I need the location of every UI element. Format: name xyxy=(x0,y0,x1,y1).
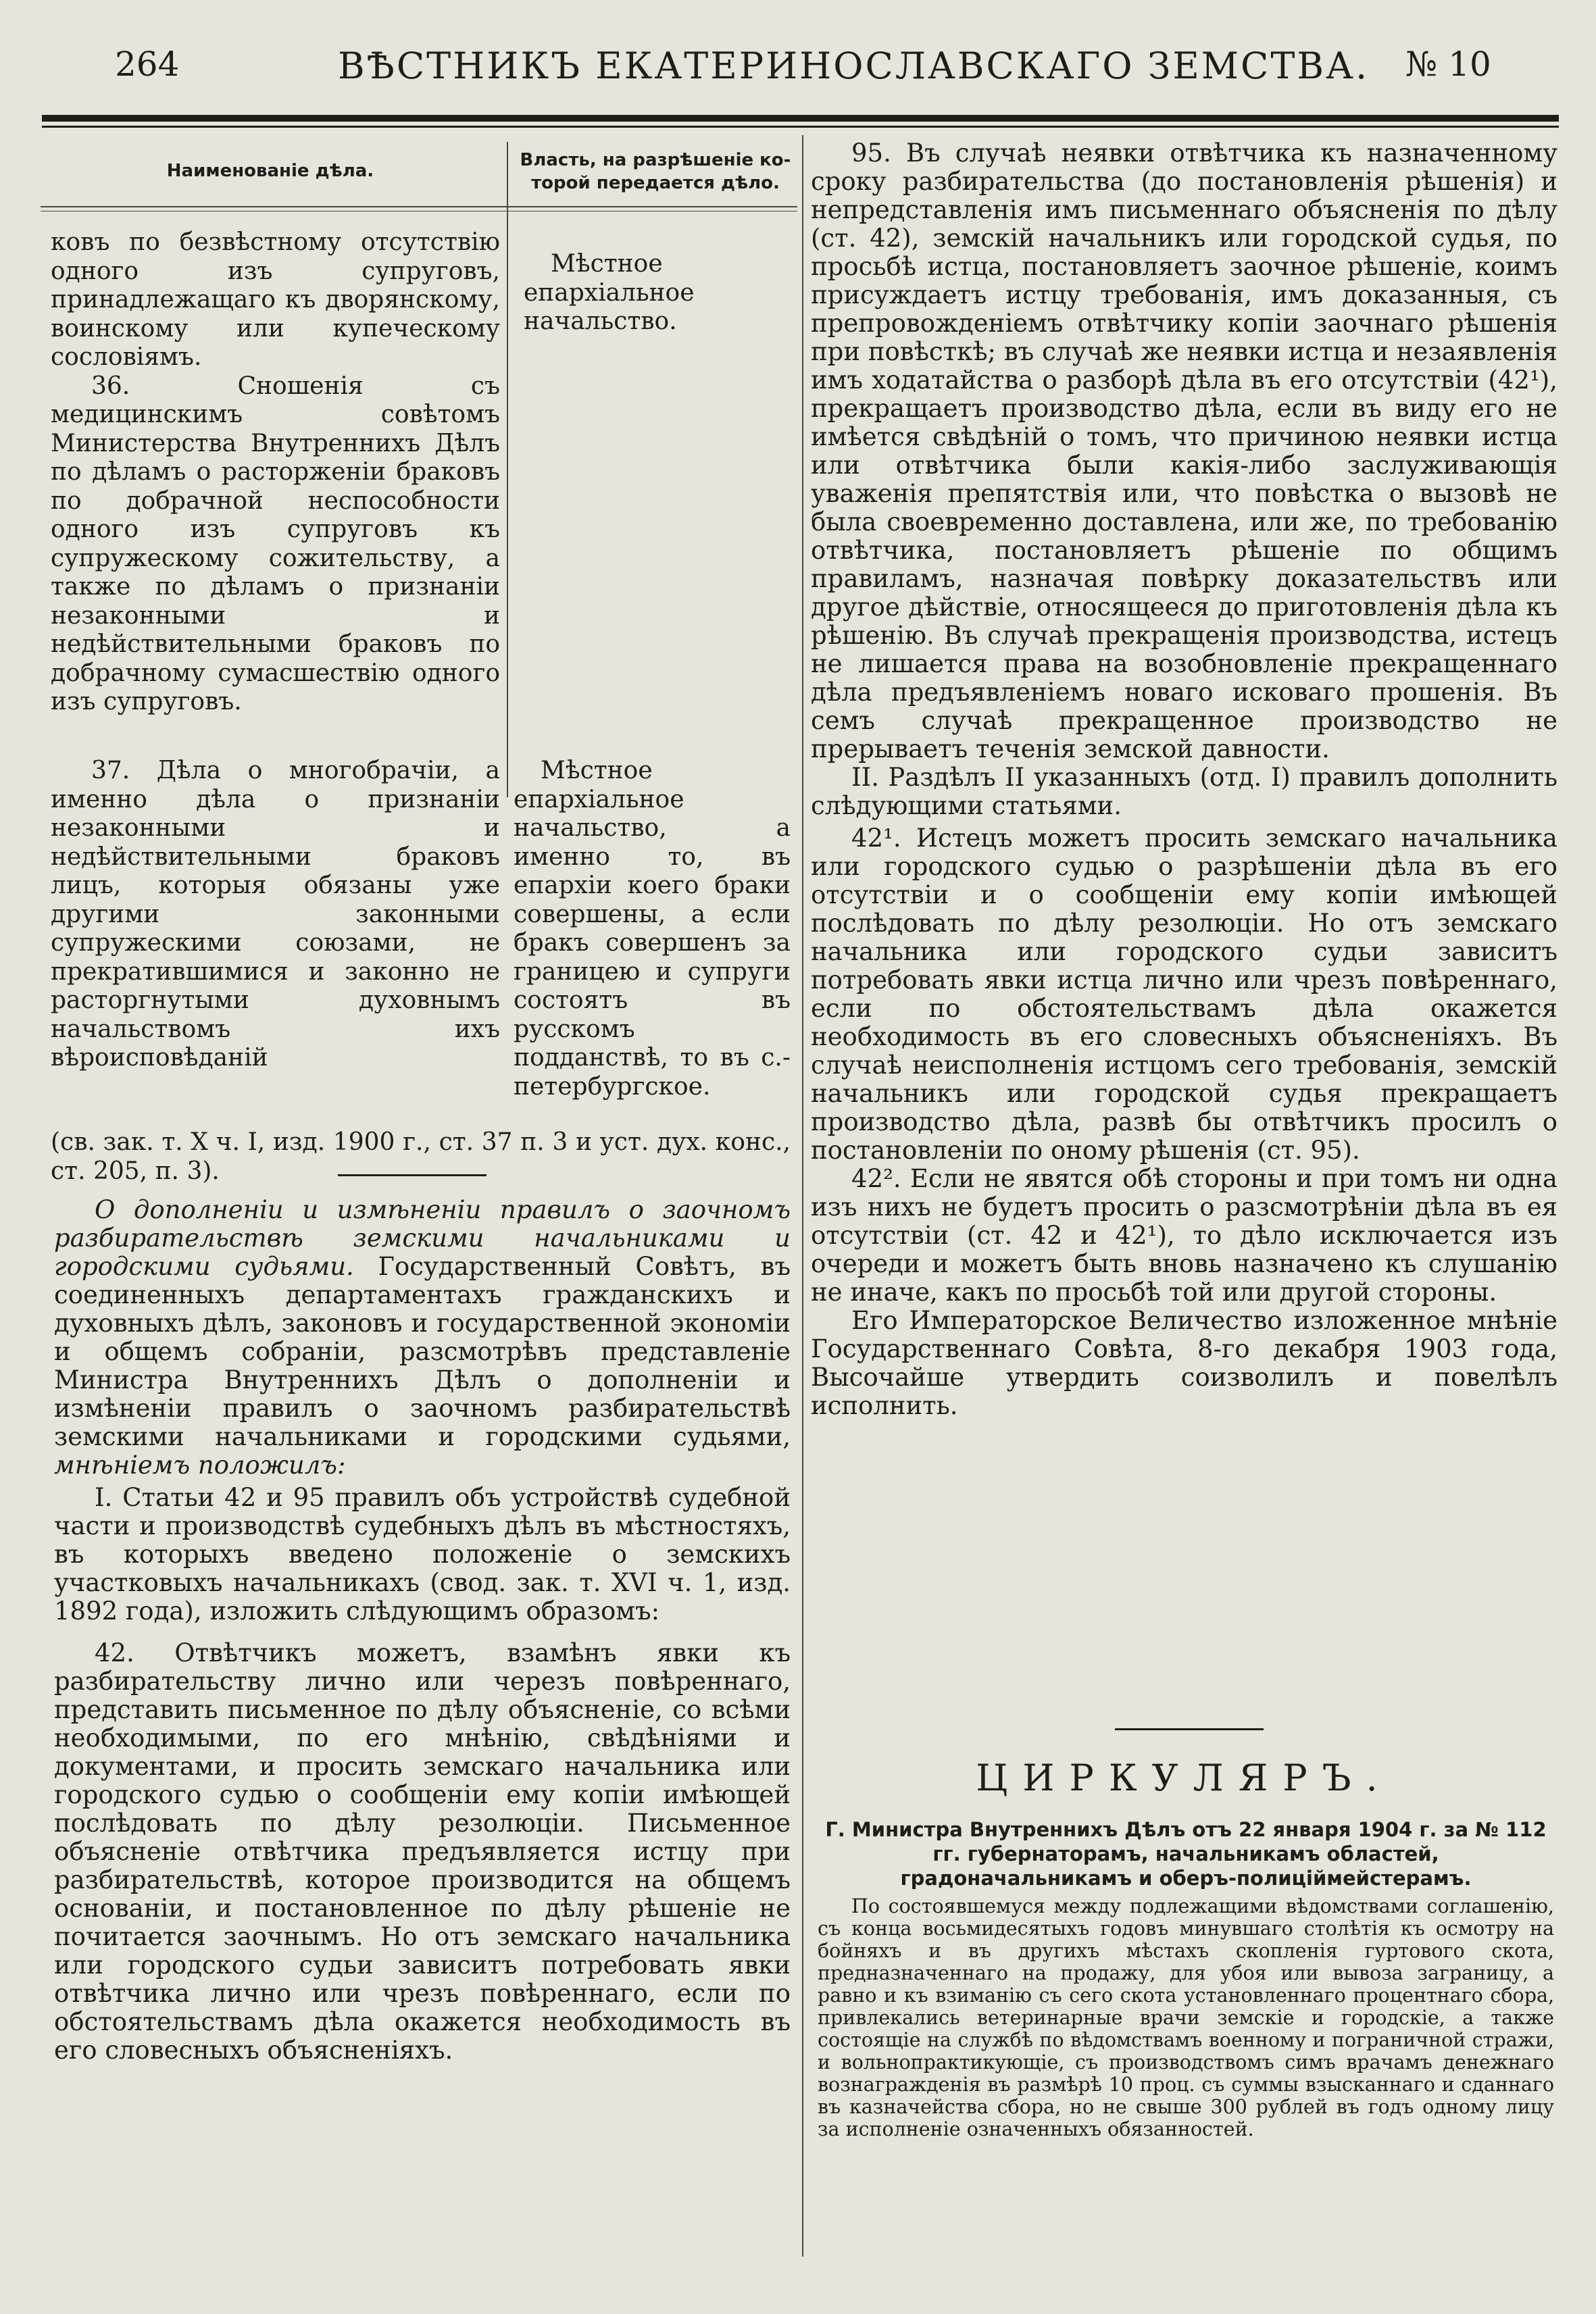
article-42-2: 42². Если не явятся обѣ стороны и при томъ ни одна изъ нихъ не будетъ просить о разсмотрѣніи дѣла въ ея отсутствіи (ст. 42 и 42¹), то дѣло исключается изъ очереди и можетъ быть вновь назначено къ слушанію не иначе, какъ по просьбѣ той или другой стороны. xyxy=(811,1164,1557,1307)
item-one: I. Статьи 42 и 95 правилъ объ устройствѣ судебной части и производствѣ судебныхъ дѣлъ въ мѣстностяхъ, въ которыхъ введено положеніе о земскихъ участковыхъ начальникахъ (свод. зак. т. XVI ч. 1, изд. 1892 года), изложить слѣдующимъ образомъ: xyxy=(54,1483,791,1626)
item-two: II. Раздѣлъ II указанныхъ (отд. I) правилъ дополнить слѣдующими статьями. xyxy=(811,763,1557,820)
case-row-36: 36. Сношенія съ медицинскимъ совѣтомъ Министерства Внутреннихъ Дѣлъ по дѣламъ о расторженіи браковъ по добрачной неспособности одного изъ супруговъ къ супружескому сожительству, а также по дѣламъ о признаніи незаконными и недѣйствительными браковъ по добрачному сумасшествію одного изъ супруговъ. xyxy=(51,372,500,715)
page-header xyxy=(0,39,1596,100)
intro-title-italic: О дополненіи и измѣненіи правилъ о заочномъ разбирательствѣ земскими начальниками и городскими судьями. xyxy=(54,1195,791,1281)
case-row-1: ковъ по безвѣстному отсутствію одного изъ супруговъ, принадлежащаго къ дворянскому, воинскому или купеческому сословіямъ. xyxy=(51,228,500,371)
article-95: 95. Въ случаѣ неявки отвѣтчика къ назначенному сроку разбирательства (до постановленія рѣшенія) и непредставленія имъ письменнаго объясненія по дѣлу (ст. 42), земскій начальникъ или городской судья, по просьбѣ истца, постановляетъ заочное рѣшеніе, коимъ присуждаетъ истцу требованія, имъ доказанныя, съ препровожденіемъ отвѣтчику копіи заочнаго рѣшенія при повѣсткѣ; въ случаѣ же неявки истца и незаявленія имъ ходатайства о разборѣ дѣла въ его отсутствіи (42¹), прекращаетъ производство дѣла, если въ виду его не имѣется свѣдѣній о томъ, что причиною неявки истца или отвѣтчика были какія-либо заслуживающія уваженія препятствія или, что повѣстка о вызовѣ не была своевременно доставлена, или же, по требованію отвѣтчика, постановляетъ рѣшеніе по общимъ правиламъ, назначая повѣрку доказательствъ или другое дѣйствіе, относящееся до приготовленія дѣла къ рѣшенію. Въ случаѣ прекращенія производства, истецъ не лишается права на возобновленіе прекращеннаго дѣла предъявленіемъ новаго исковаго прошенія. Въ семъ случаѣ прекращенное производство не прерываетъ теченія земской давности. xyxy=(811,139,1557,763)
table-cell-cases-1 xyxy=(51,228,500,717)
intro-paragraph xyxy=(54,1196,791,1480)
table-header-authority: Власть, на разрѣшеніе ко-торой передается дѣло. xyxy=(520,150,791,193)
table-cell-authority-37: Мѣстное епархіальное начальство, а именно то, въ епархіи коего браки совершены, а если бракъ совершенъ за границею и супруги состоятъ въ русскомъ подданствѣ, то въ с.-петербургское. xyxy=(514,757,791,1101)
left-body-text xyxy=(54,1196,791,2065)
table-cell-case-37-ref: (св. зак. т. X ч. I, изд. 1900 г., ст. 37 п. 3 и уст. дух. конс., ст. 205, п. 3). xyxy=(51,1128,791,1185)
issue-number: № 10 xyxy=(1405,45,1491,84)
table-cell-authority-1: Мѣстное епархіальное начальство. xyxy=(524,250,695,335)
circular-title: ЦИРКУЛЯРЪ. xyxy=(976,1757,1393,1799)
intro-conclusion-italic: мнѣніемъ положилъ: xyxy=(54,1451,346,1480)
header-rule-thin xyxy=(42,126,1559,128)
journal-title: ВѢСТНИКЪ ЕКАТЕРИНОСЛАВСКАГО ЗЕМСТВА. xyxy=(338,45,1370,87)
table-header-case: Наименованіе дѣла. xyxy=(166,161,374,181)
table-header-rule xyxy=(41,206,797,207)
column-divider xyxy=(802,135,803,2257)
table-column-divider xyxy=(507,142,508,797)
circular-body: По состоявшемуся между подлежащими вѣдомствами соглашенію, съ конца восьмидесятыхъ годовъ минувшаго столѣтія къ осмотру на бойняхъ и въ другихъ мѣстахъ скопленія гуртового скота, предназначеннаго на продажу, для убоя или вывоза заграницу, а равно и къ взиманію съ сего скота установленнаго процентнаго сбора, привлекались ветеринарные врачи земскіе и городскіе, а также состоящіе на службѣ по вѣдомствамъ военному и пограничной стражи, и вольнопрактикующіе, съ производствомъ симъ врачамъ денежнаго вознагражденія въ размѣрѣ 10 проц. съ суммы взысканнаго и сданнаго въ казначейства сбора, но не свыше 300 рублей въ годъ одному лицу за исполненіе означенныхъ обязанностей. xyxy=(818,1895,1554,2140)
section-separator-right xyxy=(1115,1728,1264,1730)
section-separator-left xyxy=(338,1174,487,1176)
circular-heading: Г. Министра Внутреннихъ Дѣлъ отъ 22 января 1904 г. за № 112 гг. губернаторамъ, начальникамъ областей, градоначальникамъ и оберъ-полиціймейстерамъ. xyxy=(825,1818,1547,1890)
table-cell-case-37: 37. Дѣла о многобрачіи, а именно дѣла о признаніи незаконными и недѣйствительными браковъ лицъ, которыя обязаны уже другими законными супружескими союзами, не прекратившимися и законно не расторгнутыми духовнымъ начальствомъ ихъ вѣроисповѣданій xyxy=(51,757,500,1072)
header-rule-thick xyxy=(42,115,1559,122)
closing-approval: Его Императорское Величество изложенное мнѣніе Государственнаго Совѣта, 8-го декабря 1903 года, Высочайше утвердить соизволилъ и повелѣлъ исполнить. xyxy=(811,1306,1557,1420)
article-42: 42. Отвѣтчикъ можетъ, взамѣнъ явки къ разбирательству лично или черезъ повѣреннаго, представить письменное по дѣлу объясненіе, со всѣми необходимыми, по его мнѣнію, свѣдѣніями и документами, и просить земскаго начальника или городского судью о сообщеніи ему копіи имѣющей послѣдовать по дѣлу резолюціи. Письменное объясненіе отвѣтчика предъявляется истцу при разбирательствѣ, которое производится на общемъ основаніи, и постановленное по дѣлу рѣшеніе не почитается заочнымъ. Но отъ земскаго начальника или городского судьи зависитъ потребовать явки отвѣтчика лично или чрезъ повѣреннаго, если по обстоятельствамъ дѣла окажется необходимость въ его словесныхъ объясненіяхъ. xyxy=(54,1638,791,2065)
article-42-1: 42¹. Истецъ можетъ просить земскаго начальника или городского судью о разрѣшеніи дѣла въ его отсутствіи и о сообщеніи ему копіи имѣющей послѣдовать по дѣлу резолюціи. Но отъ земскаго начальника или городского судьи зависитъ потребовать явки истца лично или чрезъ повѣреннаго, если по обстоятельствамъ дѣла окажется необходимость въ его словесныхъ объясненіяхъ. Въ случаѣ неисполненія истцомъ сего требованія, земскій начальникъ или городской судья прекращаетъ производство дѣла, развѣ бы отвѣтчикъ просилъ о постановленіи по оному рѣшенія (ст. 95). xyxy=(811,824,1557,1165)
page-number: 264 xyxy=(115,45,180,84)
right-body-text xyxy=(811,135,1557,1420)
intro-body: Государственный Совѣтъ, въ соединенныхъ департаментахъ гражданскихъ и духовныхъ дѣлъ, законовъ и государственной экономіи и общемъ собраніи, разсмотрѣвъ представленіе Министра Внутреннихъ Дѣлъ о дополненіи и измѣненіи правилъ о заочномъ разбирательствѣ земскими начальниками и городскими судьями, xyxy=(54,1252,791,1451)
